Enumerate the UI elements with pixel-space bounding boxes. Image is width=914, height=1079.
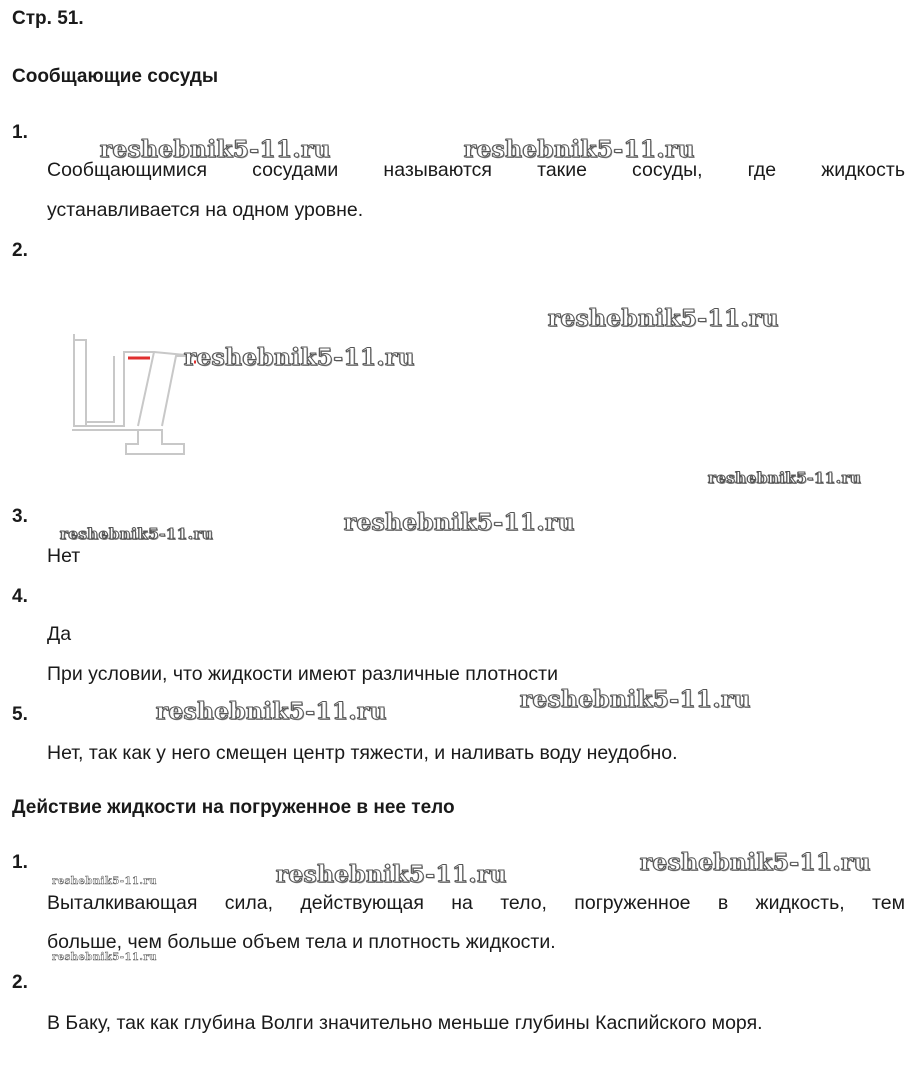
answer-text: Нет, так как у него смещен центр тяжести, и наливать воду неудобно. [47,742,678,764]
section-title-buoyancy: Действие жидкости на погруженное в нее тело [12,797,455,818]
watermark: reshebnik5-11.ru [52,876,157,887]
answer-text: Да [47,623,72,645]
watermark: reshebnik5-11.ru [184,344,415,371]
item-number: 4. [12,586,28,607]
item-number: 1. [12,852,28,873]
answer-text: При условии, что жидкости имеют различные плотности [47,663,558,685]
answer-text: В Баку, так как глубина Волги значительно меньше глубины Каспийского моря. [47,1012,763,1034]
answer-text: больше, чем больше объем тела и плотность жидкости. [47,931,556,953]
watermark: reshebnik5-11.ru [276,861,507,888]
watermark: reshebnik5-11.ru [60,525,214,543]
answer-text: Выталкивающая сила, действующая на тело, погруженное в жидкость, тем [47,892,905,914]
watermark: reshebnik5-11.ru [344,509,575,536]
section-title-communicating-vessels: Сообщающие сосуды [12,66,219,87]
watermark: reshebnik5-11.ru [708,469,862,487]
item-number: 2. [12,240,28,261]
watermark: reshebnik5-11.ru [520,686,751,713]
watermark: reshebnik5-11.ru [548,305,779,332]
page-label: Стр. 51. [12,8,84,29]
watermark: reshebnik5-11.ru [464,136,695,163]
answer-text: Сообщающимися сосудами называются такие сосуды, где жидкость [47,159,905,181]
watermark: reshebnik5-11.ru [100,136,331,163]
watermark: reshebnik5-11.ru [640,849,871,876]
item-number: 3. [12,506,28,527]
answer-text: Нет [47,545,81,567]
communicating-vessels-figure [66,326,196,463]
item-number: 2. [12,972,28,993]
watermark: reshebnik5-11.ru [156,698,387,725]
item-number: 1. [12,122,28,143]
watermark: reshebnik5-11.ru [52,952,157,963]
item-number: 5. [12,704,28,725]
answer-text: устанавливается на одном уровне. [47,199,364,221]
